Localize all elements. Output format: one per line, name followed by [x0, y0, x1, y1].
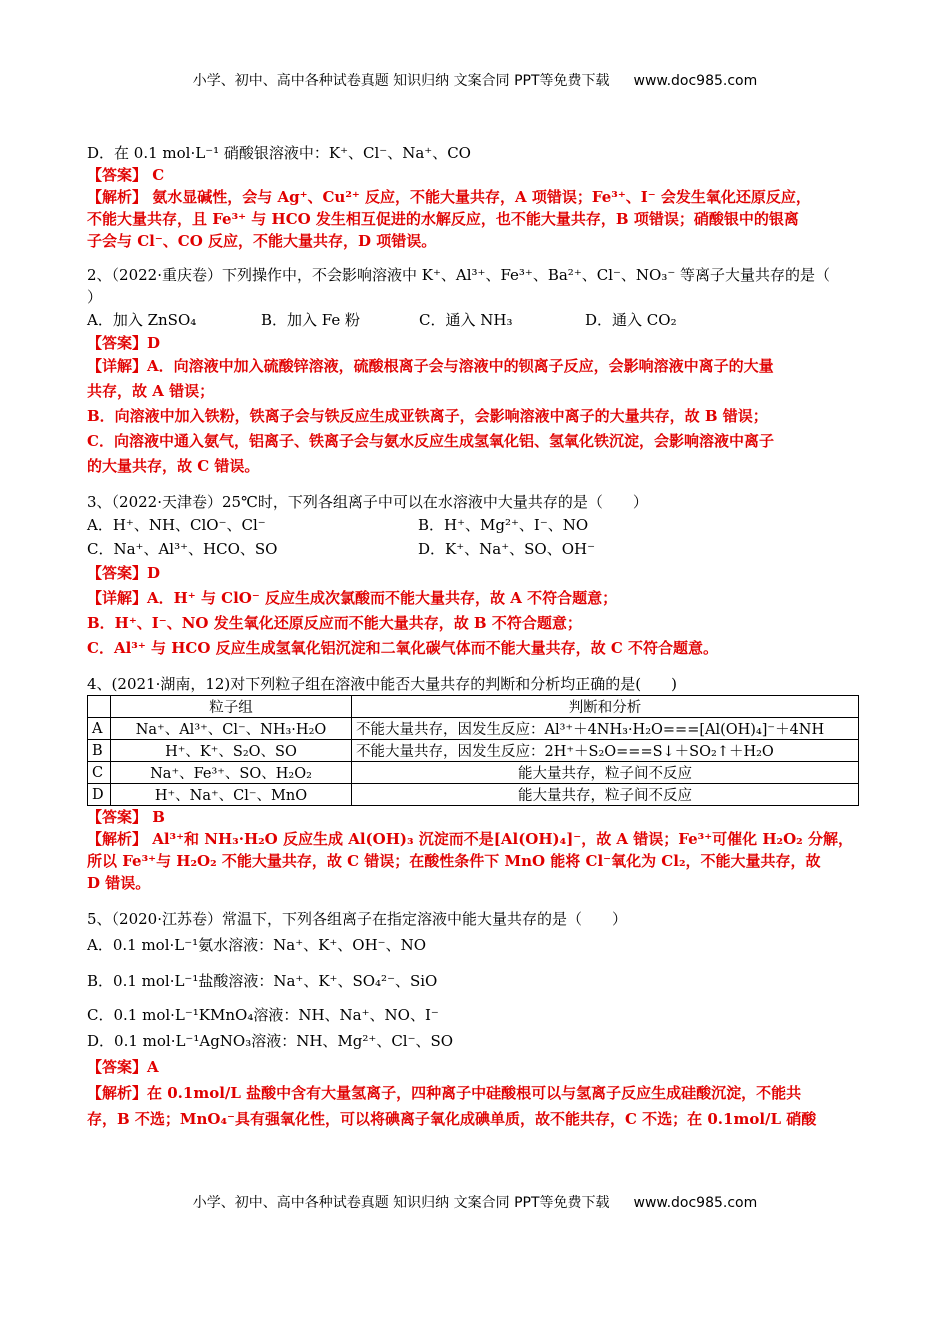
q2-option-c: C．通入 NH₃: [419, 311, 513, 329]
q1-analysis-line1: 【解析】 氨水显碱性，会与 Ag⁺、Cu²⁺ 反应，不能大量共存，A 项错误；Fe³⁺、I⁻ 会发生氧化还原反应，: [87, 188, 811, 206]
table-header-blank: [88, 696, 111, 718]
q4-answer: 【答案】 B: [87, 808, 165, 826]
table-header-particles: 粒子组: [111, 696, 352, 718]
q2-detail-line2: 共存，故 A 错误；: [87, 382, 215, 400]
table-cell-judgement: 能大量共存，粒子间不反应: [352, 784, 859, 806]
document-body: [87, 142, 863, 1132]
q5-answer: 【答案】A: [87, 1058, 159, 1076]
q5-analysis-line1: 【解析】在 0.1mol/L 盐酸中含有大量氢离子，四种离子中硅酸根可以与氢离子反应生成硅酸沉淀，不能共: [87, 1084, 802, 1102]
q1-analysis-line3: 子会与 Cl⁻、CO 反应，不能大量共存，D 项错误。: [87, 232, 437, 250]
q5-option-a: A．0.1 mol·L⁻¹氨水溶液：Na⁺、K⁺、OH⁻、NO: [87, 936, 426, 954]
table-header-row: [88, 696, 859, 718]
q3-answer: 【答案】D: [87, 564, 161, 582]
q4-table: [87, 695, 859, 806]
q4-analysis-line3: D 错误。: [87, 874, 151, 892]
q1-answer: 【答案】 C: [87, 166, 165, 184]
q2-options: [87, 308, 863, 332]
table-cell-judgement: 不能大量共存，因发生反应：2H⁺＋S₂O===S↓＋SO₂↑＋H₂O: [352, 740, 859, 762]
q3-stem: 3、（2022·天津卷）25℃时，下列各组离子中可以在水溶液中大量共存的是（ ）: [87, 493, 648, 511]
q2-stem-line2: ）: [87, 288, 103, 306]
q4-analysis-line1: 【解析】 Al³⁺和 NH₃·H₂O 反应生成 Al(OH)₃ 沉淀而不是[Al(OH)₄]⁻，故 A 错误；Fe³⁺可催化 H₂O₂ 分解，: [87, 830, 853, 848]
footer-text: 小学、初中、高中各种试卷真题 知识归纳 文案合同 PPT等免费下载: [192, 1195, 610, 1211]
q5-option-d: D．0.1 mol·L⁻¹AgNO₃溶液：NH、Mg²⁺、Cl⁻、SO: [87, 1032, 454, 1050]
table-row: [88, 718, 859, 740]
q2-stem-line1: 2、（2022·重庆卷）下列操作中，不会影响溶液中 K⁺、Al³⁺、Fe³⁺、Ba²⁺、Cl⁻、NO₃⁻ 等离子大量共存的是（: [87, 266, 831, 284]
table-row: [88, 784, 859, 806]
q2-answer: 【答案】D: [87, 334, 161, 352]
q2-detail-line5: 的大量共存，故 C 错误。: [87, 457, 260, 475]
page-footer: [0, 1192, 950, 1212]
table-cell-option: B: [88, 740, 111, 762]
q2-detail-line1: 【详解】A．向溶液中加入硫酸锌溶液，硫酸根离子会与溶液中的钡离子反应，会影响溶液中离子的大量: [87, 357, 774, 375]
q2-option-b: B．加入 Fe 粉: [261, 311, 361, 329]
q5-option-b: B．0.1 mol·L⁻¹盐酸溶液：Na⁺、K⁺、SO₄²⁻、SiO: [87, 972, 438, 990]
header-url[interactable]: www.doc985.com: [633, 73, 758, 89]
footer-url[interactable]: www.doc985.com: [633, 1195, 758, 1211]
table-cell-particles: H⁺、Na⁺、Cl⁻、MnO: [111, 784, 352, 806]
q3-option-d: D．K⁺、Na⁺、SO、OH⁻: [418, 540, 596, 558]
q4-analysis-line2: 所以 Fe³⁺与 H₂O₂ 不能大量共存，故 C 错误；在酸性条件下 MnO 能将 Cl⁻氧化为 Cl₂，不能大量共存，故: [87, 852, 821, 870]
table-cell-option: C: [88, 762, 111, 784]
q3-option-a: A．H⁺、NH、ClO⁻、Cl⁻: [87, 516, 266, 534]
q3-detail-line2: B．H⁺、I⁻、NO 发生氧化还原反应而不能大量共存，故 B 不符合题意；: [87, 614, 582, 632]
table-cell-option: D: [88, 784, 111, 806]
table-cell-particles: Na⁺、Fe³⁺、SO、H₂O₂: [111, 762, 352, 784]
q5-analysis-line2: 存，B 不选；MnO₄⁻具有强氧化性，可以将碘离子氧化成碘单质，故不能共存，C 不选；在 0.1mol/L 硝酸: [87, 1110, 817, 1128]
q2-detail-line4: C．向溶液中通入氨气，铝离子、铁离子会与氨水反应生成氢氧化铝、氢氧化铁沉淀，会影响溶液中离子: [87, 432, 774, 450]
q3-detail-line1: 【详解】A．H⁺ 与 ClO⁻ 反应生成次氯酸而不能大量共存，故 A 不符合题意；: [87, 589, 618, 607]
q3-options-row2: [87, 537, 863, 561]
table-row: [88, 762, 859, 784]
q3-options-row1: [87, 513, 863, 537]
table-header-judgement: 判断和分析: [352, 696, 859, 718]
table-cell-particles: H⁺、K⁺、S₂O、SO: [111, 740, 352, 762]
table-row: [88, 740, 859, 762]
q3-option-b: B．H⁺、Mg²⁺、I⁻、NO: [418, 516, 589, 534]
header-text: 小学、初中、高中各种试卷真题 知识归纳 文案合同 PPT等免费下载: [192, 73, 610, 89]
q2-option-d: D．通入 CO₂: [585, 311, 677, 329]
q1-analysis-line2: 不能大量共存，且 Fe³⁺ 与 HCO 发生相互促进的水解反应，也不能大量共存，B 项错误；硝酸银中的银离: [87, 210, 799, 228]
q5-stem: 5、（2020·江苏卷）常温下，下列各组离子在指定溶液中能大量共存的是（ ）: [87, 910, 627, 928]
q3-detail-line3: C．Al³⁺ 与 HCO 反应生成氢氧化铝沉淀和二氧化碳气体而不能大量共存，故 C 不符合题意。: [87, 639, 718, 657]
q4-stem: 4、(2021·湖南，12)对下列粒子组在溶液中能否大量共存的判断和分析均正确的是( ): [87, 675, 677, 693]
q3-option-c: C．Na⁺、Al³⁺、HCO、SO: [87, 540, 278, 558]
q5-option-c: C．0.1 mol·L⁻¹KMnO₄溶液：NH、Na⁺、NO、I⁻: [87, 1006, 439, 1024]
page-header: [0, 70, 950, 90]
table-cell-option: A: [88, 718, 111, 740]
q1-option-d: D．在 0.1 mol·L⁻¹ 硝酸银溶液中：K⁺、Cl⁻、Na⁺、CO: [87, 144, 471, 162]
table-cell-particles: Na⁺、Al³⁺、Cl⁻、NH₃·H₂O: [111, 718, 352, 740]
q2-option-a: A．加入 ZnSO₄: [87, 311, 197, 329]
q2-detail-line3: B．向溶液中加入铁粉，铁离子会与铁反应生成亚铁离子，会影响溶液中离子的大量共存，故 B 错误；: [87, 407, 768, 425]
table-cell-judgement: 不能大量共存，因发生反应：Al³⁺＋4NH₃·H₂O===[Al(OH)₄]⁻＋4NH: [352, 718, 859, 740]
table-cell-judgement: 能大量共存，粒子间不反应: [352, 762, 859, 784]
